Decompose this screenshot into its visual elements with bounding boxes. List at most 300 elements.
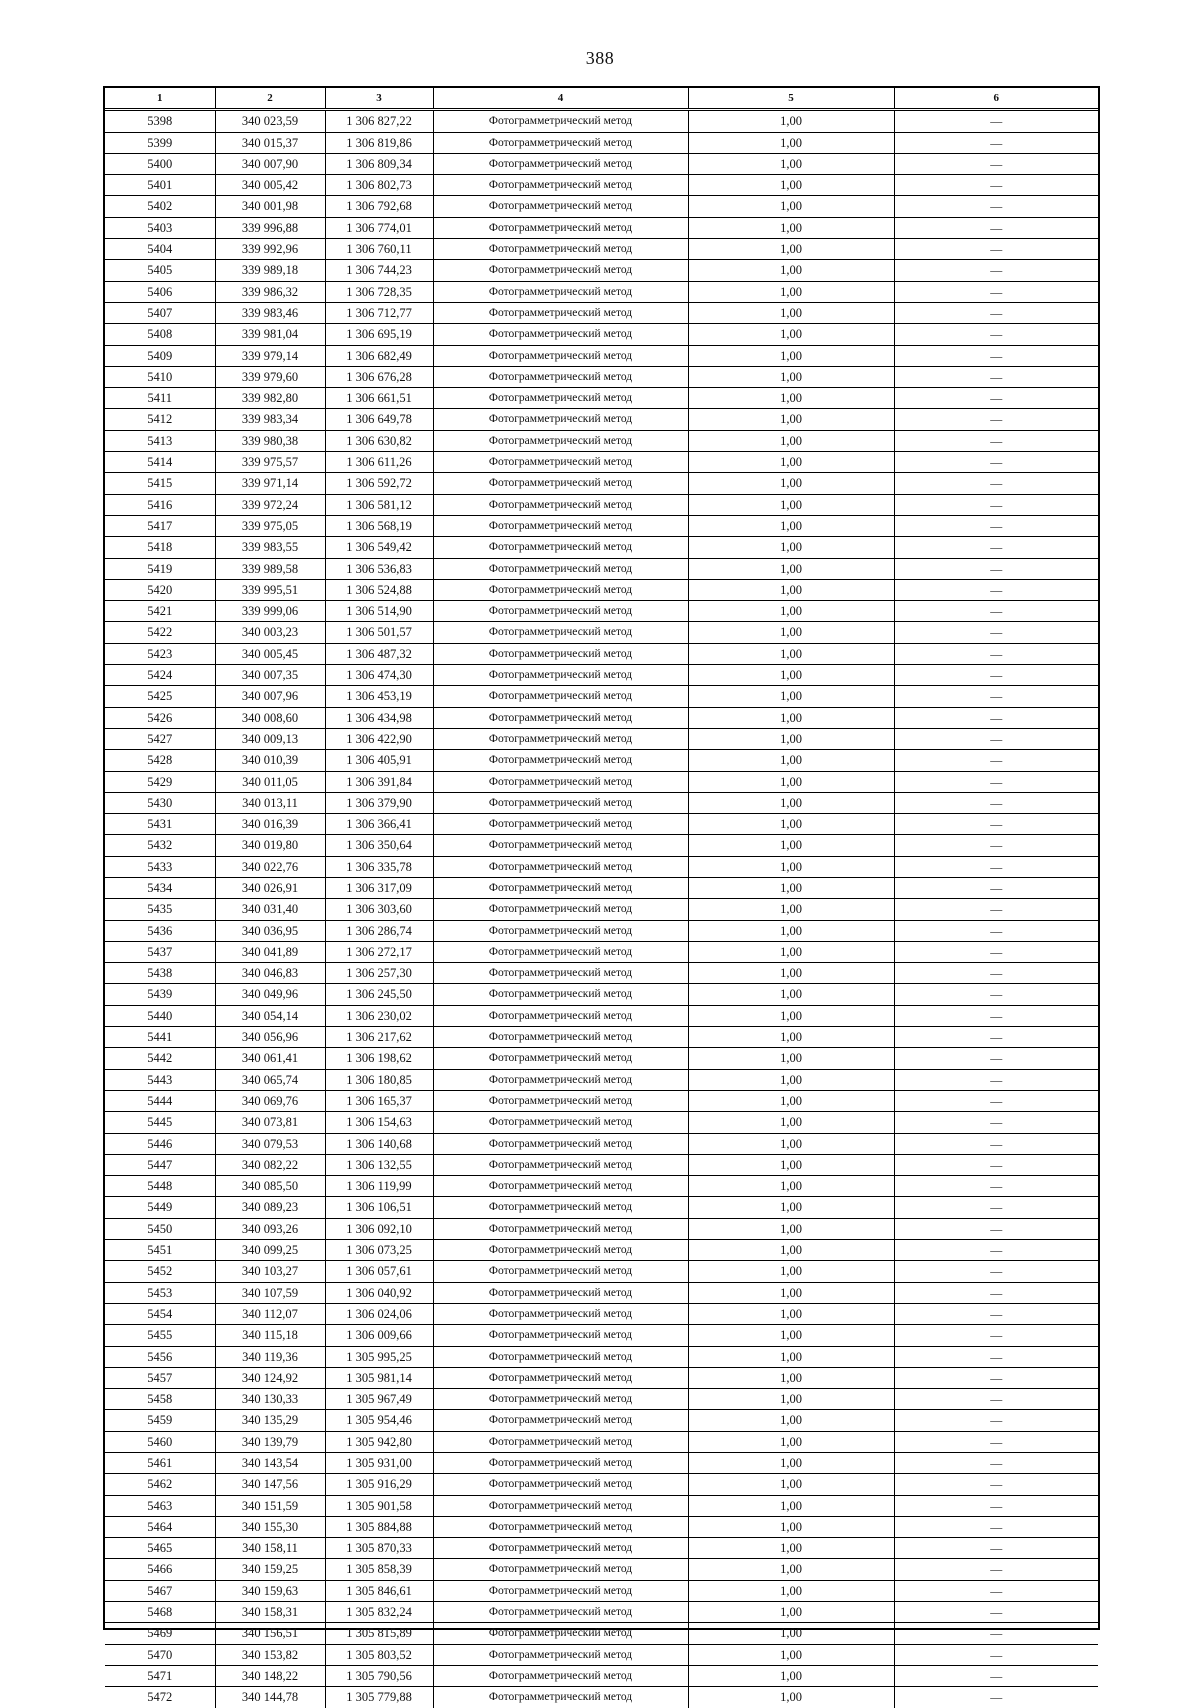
point-number-cell: 5453: [105, 1282, 215, 1303]
y-coordinate-cell: 1 306 661,51: [325, 388, 433, 409]
note-cell: —: [894, 771, 1098, 792]
method-cell: Фотограмметрический метод: [433, 707, 688, 728]
method-cell: Фотограмметрический метод: [433, 281, 688, 302]
method-cell: Фотограмметрический метод: [433, 494, 688, 515]
y-coordinate-cell: 1 306 391,84: [325, 771, 433, 792]
table-row: [105, 1389, 1098, 1410]
point-number-cell: 5426: [105, 707, 215, 728]
table-row: [105, 537, 1098, 558]
accuracy-cell: 1,00: [688, 835, 894, 856]
method-cell: Фотограмметрический метод: [433, 388, 688, 409]
method-cell: Фотограмметрический метод: [433, 324, 688, 345]
accuracy-cell: 1,00: [688, 1261, 894, 1282]
method-cell: Фотограмметрический метод: [433, 1048, 688, 1069]
point-number-cell: 5411: [105, 388, 215, 409]
accuracy-cell: 1,00: [688, 963, 894, 984]
x-coordinate-cell: 339 995,51: [215, 579, 325, 600]
accuracy-cell: 1,00: [688, 1367, 894, 1388]
table-row: [105, 686, 1098, 707]
x-coordinate-cell: 339 971,14: [215, 473, 325, 494]
accuracy-cell: 1,00: [688, 750, 894, 771]
method-cell: Фотограмметрический метод: [433, 1538, 688, 1559]
note-cell: —: [894, 515, 1098, 536]
point-number-cell: 5400: [105, 153, 215, 174]
note-cell: —: [894, 1048, 1098, 1069]
y-coordinate-cell: 1 306 695,19: [325, 324, 433, 345]
column-header: 3: [325, 88, 433, 110]
x-coordinate-cell: 340 082,22: [215, 1154, 325, 1175]
table-row: [105, 1133, 1098, 1154]
x-coordinate-cell: 340 158,11: [215, 1538, 325, 1559]
table-row: [105, 1644, 1098, 1665]
x-coordinate-cell: 339 975,05: [215, 515, 325, 536]
x-coordinate-cell: 340 151,59: [215, 1495, 325, 1516]
table-row: [105, 622, 1098, 643]
note-cell: —: [894, 1602, 1098, 1623]
point-number-cell: 5443: [105, 1069, 215, 1090]
coordinates-table-frame: [103, 86, 1100, 1705]
y-coordinate-cell: 1 306 630,82: [325, 430, 433, 451]
table-row: [105, 1282, 1098, 1303]
x-coordinate-cell: 340 085,50: [215, 1176, 325, 1197]
note-cell: —: [894, 1644, 1098, 1665]
method-cell: Фотограмметрический метод: [433, 473, 688, 494]
point-number-cell: 5455: [105, 1325, 215, 1346]
table-row: [105, 1346, 1098, 1367]
y-coordinate-cell: 1 305 803,52: [325, 1644, 433, 1665]
x-coordinate-cell: 339 983,46: [215, 302, 325, 323]
x-coordinate-cell: 340 007,35: [215, 665, 325, 686]
table-row: [105, 771, 1098, 792]
note-cell: —: [894, 1282, 1098, 1303]
accuracy-cell: 1,00: [688, 324, 894, 345]
table-row: [105, 1495, 1098, 1516]
method-cell: Фотограмметрический метод: [433, 984, 688, 1005]
y-coordinate-cell: 1 306 024,06: [325, 1303, 433, 1324]
accuracy-cell: 1,00: [688, 302, 894, 323]
x-coordinate-cell: 340 023,59: [215, 110, 325, 132]
y-coordinate-cell: 1 306 379,90: [325, 792, 433, 813]
point-number-cell: 5449: [105, 1197, 215, 1218]
point-number-cell: 5460: [105, 1431, 215, 1452]
note-cell: —: [894, 686, 1098, 707]
point-number-cell: 5408: [105, 324, 215, 345]
y-coordinate-cell: 1 305 942,80: [325, 1431, 433, 1452]
y-coordinate-cell: 1 306 524,88: [325, 579, 433, 600]
table-row: [105, 1453, 1098, 1474]
note-cell: —: [894, 814, 1098, 835]
table-row: [105, 1580, 1098, 1601]
page-number: 388: [585, 48, 615, 68]
y-coordinate-cell: 1 306 303,60: [325, 899, 433, 920]
method-cell: Фотограмметрический метод: [433, 239, 688, 260]
note-cell: —: [894, 835, 1098, 856]
y-coordinate-cell: 1 306 536,83: [325, 558, 433, 579]
accuracy-cell: 1,00: [688, 941, 894, 962]
note-cell: —: [894, 1303, 1098, 1324]
note-cell: —: [894, 1197, 1098, 1218]
y-coordinate-cell: 1 306 350,64: [325, 835, 433, 856]
point-number-cell: 5409: [105, 345, 215, 366]
method-cell: Фотограмметрический метод: [433, 728, 688, 749]
note-cell: —: [894, 601, 1098, 622]
point-number-cell: 5456: [105, 1346, 215, 1367]
accuracy-cell: 1,00: [688, 877, 894, 898]
x-coordinate-cell: 339 986,32: [215, 281, 325, 302]
accuracy-cell: 1,00: [688, 1410, 894, 1431]
x-coordinate-cell: 340 001,98: [215, 196, 325, 217]
note-cell: —: [894, 1538, 1098, 1559]
note-cell: —: [894, 388, 1098, 409]
y-coordinate-cell: 1 306 198,62: [325, 1048, 433, 1069]
y-coordinate-cell: 1 306 827,22: [325, 110, 433, 132]
point-number-cell: 5459: [105, 1410, 215, 1431]
accuracy-cell: 1,00: [688, 771, 894, 792]
x-coordinate-cell: 340 115,18: [215, 1325, 325, 1346]
note-cell: —: [894, 558, 1098, 579]
accuracy-cell: 1,00: [688, 452, 894, 473]
y-coordinate-cell: 1 305 884,88: [325, 1516, 433, 1537]
accuracy-cell: 1,00: [688, 899, 894, 920]
point-number-cell: 5446: [105, 1133, 215, 1154]
note-cell: —: [894, 899, 1098, 920]
accuracy-cell: 1,00: [688, 537, 894, 558]
method-cell: Фотограмметрический метод: [433, 1580, 688, 1601]
method-cell: Фотограмметрический метод: [433, 1410, 688, 1431]
x-coordinate-cell: 340 054,14: [215, 1005, 325, 1026]
method-cell: Фотограмметрический метод: [433, 1516, 688, 1537]
method-cell: Фотограмметрический метод: [433, 132, 688, 153]
note-cell: —: [894, 1495, 1098, 1516]
y-coordinate-cell: 1 305 779,88: [325, 1687, 433, 1708]
table-row: [105, 856, 1098, 877]
table-row: [105, 409, 1098, 430]
point-number-cell: 5444: [105, 1090, 215, 1111]
y-coordinate-cell: 1 306 568,19: [325, 515, 433, 536]
x-coordinate-cell: 340 061,41: [215, 1048, 325, 1069]
method-cell: Фотограмметрический метод: [433, 792, 688, 813]
x-coordinate-cell: 340 015,37: [215, 132, 325, 153]
column-header: 4: [433, 88, 688, 110]
point-number-cell: 5427: [105, 728, 215, 749]
table-row: [105, 665, 1098, 686]
table-row: [105, 388, 1098, 409]
accuracy-cell: 1,00: [688, 153, 894, 174]
y-coordinate-cell: 1 306 317,09: [325, 877, 433, 898]
note-cell: —: [894, 963, 1098, 984]
note-cell: —: [894, 175, 1098, 196]
table-row: [105, 1176, 1098, 1197]
accuracy-cell: 1,00: [688, 515, 894, 536]
note-cell: —: [894, 452, 1098, 473]
x-coordinate-cell: 339 972,24: [215, 494, 325, 515]
y-coordinate-cell: 1 306 009,66: [325, 1325, 433, 1346]
table-row: [105, 452, 1098, 473]
x-coordinate-cell: 340 007,96: [215, 686, 325, 707]
x-coordinate-cell: 339 989,18: [215, 260, 325, 281]
y-coordinate-cell: 1 306 549,42: [325, 537, 433, 558]
x-coordinate-cell: 339 999,06: [215, 601, 325, 622]
accuracy-cell: 1,00: [688, 409, 894, 430]
method-cell: Фотограмметрический метод: [433, 1644, 688, 1665]
method-cell: Фотограмметрический метод: [433, 1367, 688, 1388]
point-number-cell: 5463: [105, 1495, 215, 1516]
x-coordinate-cell: 340 005,42: [215, 175, 325, 196]
x-coordinate-cell: 340 008,60: [215, 707, 325, 728]
method-cell: Фотограмметрический метод: [433, 1687, 688, 1708]
method-cell: Фотограмметрический метод: [433, 1431, 688, 1452]
point-number-cell: 5431: [105, 814, 215, 835]
accuracy-cell: 1,00: [688, 856, 894, 877]
point-number-cell: 5452: [105, 1261, 215, 1282]
table-row: [105, 132, 1098, 153]
point-number-cell: 5432: [105, 835, 215, 856]
note-cell: —: [894, 409, 1098, 430]
point-number-cell: 5402: [105, 196, 215, 217]
x-coordinate-cell: 340 143,54: [215, 1453, 325, 1474]
y-coordinate-cell: 1 306 581,12: [325, 494, 433, 515]
y-coordinate-cell: 1 305 995,25: [325, 1346, 433, 1367]
note-cell: —: [894, 1133, 1098, 1154]
y-coordinate-cell: 1 306 774,01: [325, 217, 433, 238]
x-coordinate-cell: 340 065,74: [215, 1069, 325, 1090]
method-cell: Фотограмметрический метод: [433, 196, 688, 217]
y-coordinate-cell: 1 306 453,19: [325, 686, 433, 707]
accuracy-cell: 1,00: [688, 1240, 894, 1261]
note-cell: —: [894, 494, 1098, 515]
method-cell: Фотограмметрический метод: [433, 1154, 688, 1175]
table-row: [105, 1027, 1098, 1048]
y-coordinate-cell: 1 306 501,57: [325, 622, 433, 643]
table-row: [105, 260, 1098, 281]
x-coordinate-cell: 340 013,11: [215, 792, 325, 813]
x-coordinate-cell: 340 130,33: [215, 1389, 325, 1410]
method-cell: Фотограмметрический метод: [433, 452, 688, 473]
method-cell: Фотограмметрический метод: [433, 601, 688, 622]
accuracy-cell: 1,00: [688, 1538, 894, 1559]
x-coordinate-cell: 340 147,56: [215, 1474, 325, 1495]
method-cell: Фотограмметрический метод: [433, 260, 688, 281]
table-row: [105, 750, 1098, 771]
y-coordinate-cell: 1 305 858,39: [325, 1559, 433, 1580]
y-coordinate-cell: 1 306 682,49: [325, 345, 433, 366]
note-cell: —: [894, 153, 1098, 174]
x-coordinate-cell: 340 148,22: [215, 1665, 325, 1686]
x-coordinate-cell: 340 124,92: [215, 1367, 325, 1388]
y-coordinate-cell: 1 306 180,85: [325, 1069, 433, 1090]
note-cell: —: [894, 1027, 1098, 1048]
note-cell: —: [894, 1218, 1098, 1239]
table-row: [105, 494, 1098, 515]
x-coordinate-cell: 340 046,83: [215, 963, 325, 984]
y-coordinate-cell: 1 306 676,28: [325, 366, 433, 387]
table-row: [105, 1687, 1098, 1708]
point-number-cell: 5434: [105, 877, 215, 898]
point-number-cell: 5398: [105, 110, 215, 132]
point-number-cell: 5439: [105, 984, 215, 1005]
method-cell: Фотограмметрический метод: [433, 1176, 688, 1197]
method-cell: Фотограмметрический метод: [433, 409, 688, 430]
x-coordinate-cell: 340 155,30: [215, 1516, 325, 1537]
table-row: [105, 153, 1098, 174]
note-cell: —: [894, 1154, 1098, 1175]
table-row: [105, 1303, 1098, 1324]
table-row: [105, 1538, 1098, 1559]
table-row: [105, 345, 1098, 366]
point-number-cell: 5469: [105, 1623, 215, 1644]
y-coordinate-cell: 1 305 901,58: [325, 1495, 433, 1516]
method-cell: Фотограмметрический метод: [433, 1665, 688, 1686]
table-row: [105, 196, 1098, 217]
method-cell: Фотограмметрический метод: [433, 537, 688, 558]
method-cell: Фотограмметрический метод: [433, 430, 688, 451]
table-row: [105, 792, 1098, 813]
point-number-cell: 5462: [105, 1474, 215, 1495]
accuracy-cell: 1,00: [688, 622, 894, 643]
method-cell: Фотограмметрический метод: [433, 1197, 688, 1218]
x-coordinate-cell: 340 144,78: [215, 1687, 325, 1708]
method-cell: Фотограмметрический метод: [433, 899, 688, 920]
table-row: [105, 1197, 1098, 1218]
accuracy-cell: 1,00: [688, 345, 894, 366]
table-row: [105, 963, 1098, 984]
accuracy-cell: 1,00: [688, 643, 894, 664]
point-number-cell: 5467: [105, 1580, 215, 1601]
method-cell: Фотограмметрический метод: [433, 217, 688, 238]
accuracy-cell: 1,00: [688, 132, 894, 153]
table-row: [105, 1112, 1098, 1133]
x-coordinate-cell: 340 089,23: [215, 1197, 325, 1218]
method-cell: Фотограмметрический метод: [433, 579, 688, 600]
x-coordinate-cell: 340 019,80: [215, 835, 325, 856]
method-cell: Фотограмметрический метод: [433, 1090, 688, 1111]
accuracy-cell: 1,00: [688, 665, 894, 686]
accuracy-cell: 1,00: [688, 1176, 894, 1197]
note-cell: —: [894, 132, 1098, 153]
x-coordinate-cell: 340 016,39: [215, 814, 325, 835]
note-cell: —: [894, 1516, 1098, 1537]
accuracy-cell: 1,00: [688, 473, 894, 494]
x-coordinate-cell: 340 056,96: [215, 1027, 325, 1048]
point-number-cell: 5430: [105, 792, 215, 813]
point-number-cell: 5405: [105, 260, 215, 281]
table-row: [105, 1559, 1098, 1580]
note-cell: —: [894, 1240, 1098, 1261]
point-number-cell: 5458: [105, 1389, 215, 1410]
y-coordinate-cell: 1 306 809,34: [325, 153, 433, 174]
accuracy-cell: 1,00: [688, 1559, 894, 1580]
note-cell: —: [894, 1665, 1098, 1686]
point-number-cell: 5472: [147, 1690, 173, 1705]
method-cell: Фотограмметрический метод: [433, 686, 688, 707]
y-coordinate-cell: 1 306 165,37: [325, 1090, 433, 1111]
table-row: [105, 1069, 1098, 1090]
table-row: [105, 175, 1098, 196]
note-cell: —: [894, 1580, 1098, 1601]
y-coordinate-cell: 1 305 832,24: [325, 1602, 433, 1623]
accuracy-cell: 1,00: [688, 984, 894, 1005]
method-cell: Фотограмметрический метод: [433, 814, 688, 835]
method-cell: Фотограмметрический метод: [433, 1495, 688, 1516]
accuracy-cell: 1,00: [688, 260, 894, 281]
point-number-cell: 5433: [105, 856, 215, 877]
method-cell: Фотограмметрический метод: [433, 1325, 688, 1346]
accuracy-cell: 1,00: [688, 196, 894, 217]
table-row: [105, 302, 1098, 323]
table-header-row: [105, 88, 1098, 110]
method-cell: Фотограмметрический метод: [433, 750, 688, 771]
note-cell: —: [894, 984, 1098, 1005]
note-cell: —: [894, 1474, 1098, 1495]
x-coordinate-cell: 339 992,96: [215, 239, 325, 260]
table-row: [105, 707, 1098, 728]
x-coordinate-cell: 340 041,89: [215, 941, 325, 962]
note-cell: —: [894, 217, 1098, 238]
accuracy-cell: 1,00: [688, 792, 894, 813]
x-coordinate-cell: 339 979,60: [215, 366, 325, 387]
accuracy-cell: 1,00: [688, 1431, 894, 1452]
x-coordinate-cell: 339 975,57: [215, 452, 325, 473]
y-coordinate-cell: 1 306 487,32: [325, 643, 433, 664]
note-cell: —: [894, 579, 1098, 600]
accuracy-cell: 1,00: [688, 1346, 894, 1367]
table-row: [105, 984, 1098, 1005]
y-coordinate-cell: 1 306 286,74: [325, 920, 433, 941]
method-cell: Фотограмметрический метод: [433, 1282, 688, 1303]
point-number-cell: 5451: [105, 1240, 215, 1261]
accuracy-cell: 1,00: [688, 1005, 894, 1026]
point-number-cell: 5401: [105, 175, 215, 196]
note-cell: —: [894, 728, 1098, 749]
accuracy-cell: 1,00: [688, 1027, 894, 1048]
note-cell: —: [894, 281, 1098, 302]
method-cell: Фотограмметрический метод: [433, 1027, 688, 1048]
note-cell: —: [894, 856, 1098, 877]
accuracy-cell: 1,00: [688, 239, 894, 260]
method-cell: Фотограмметрический метод: [433, 963, 688, 984]
method-cell: Фотограмметрический метод: [433, 1005, 688, 1026]
method-cell: Фотограмметрический метод: [433, 835, 688, 856]
y-coordinate-cell: 1 306 514,90: [325, 601, 433, 622]
note-cell: —: [894, 1005, 1098, 1026]
accuracy-cell: 1,00: [688, 1580, 894, 1601]
y-coordinate-cell: 1 306 592,72: [325, 473, 433, 494]
accuracy-cell: 1,00: [688, 558, 894, 579]
note-cell: —: [894, 239, 1098, 260]
accuracy-cell: 1,00: [688, 1133, 894, 1154]
point-number-cell: 5468: [105, 1602, 215, 1623]
y-coordinate-cell: 1 306 434,98: [325, 707, 433, 728]
x-coordinate-cell: 340 153,82: [215, 1644, 325, 1665]
y-coordinate-cell: 1 306 272,17: [325, 941, 433, 962]
table-row: [105, 920, 1098, 941]
x-coordinate-cell: 340 011,05: [215, 771, 325, 792]
accuracy-cell: 1,00: [688, 1325, 894, 1346]
point-number-cell: 5423: [105, 643, 215, 664]
method-cell: Фотограмметрический метод: [433, 366, 688, 387]
note-cell: —: [894, 260, 1098, 281]
table-row: [105, 1431, 1098, 1452]
accuracy-cell: 1,00: [688, 1687, 894, 1708]
point-number-cell: 5413: [105, 430, 215, 451]
method-cell: Фотограмметрический метод: [433, 1261, 688, 1282]
accuracy-cell: 1,00: [688, 1048, 894, 1069]
y-coordinate-cell: 1 306 092,10: [325, 1218, 433, 1239]
table-row: [105, 728, 1098, 749]
x-coordinate-cell: 340 158,31: [215, 1602, 325, 1623]
accuracy-cell: 1,00: [688, 366, 894, 387]
accuracy-cell: 1,00: [688, 1154, 894, 1175]
